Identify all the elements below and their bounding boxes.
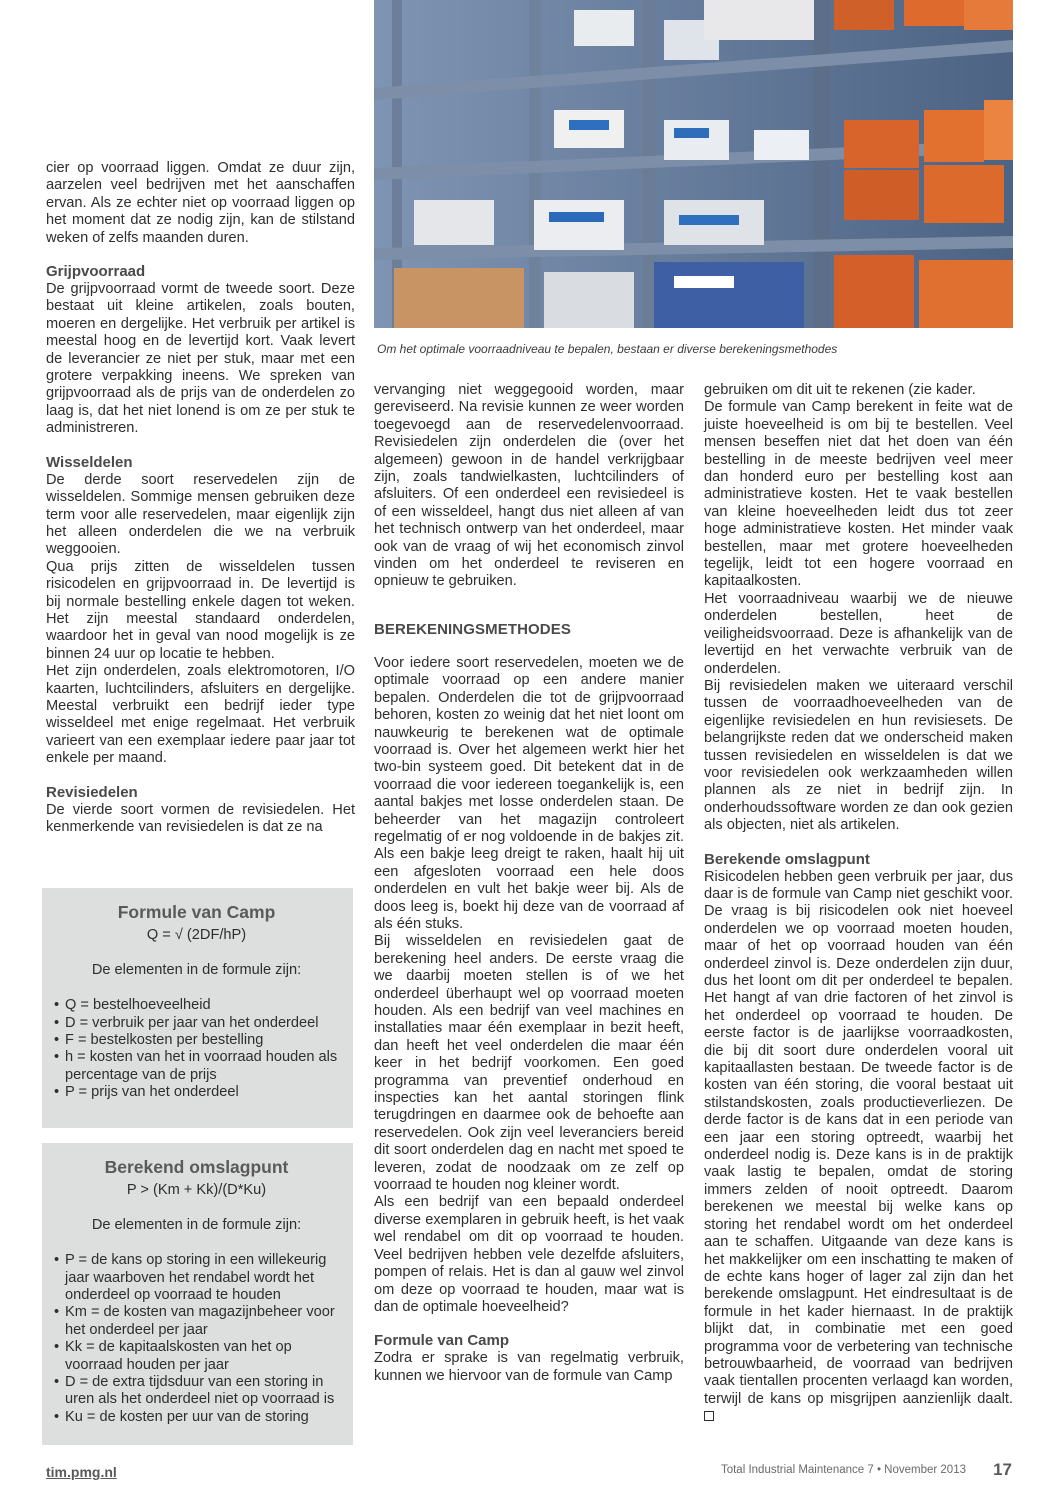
list-item: • h = kosten van het in voorraad houden als percentage van de prijs: [54, 1049, 339, 1084]
element-list: [54, 997, 339, 1101]
paragraph: Bij wisseldelen en revisiedelen gaat de berekening heel anders. De eerste vraag die we daarbij moeten stellen is of we het onderdeel überhaupt wel op voorraad moeten houden. Als een bedrijf van veel machines en installaties maar één exemplaar in bezit heeft, dan heeft het veel onderdelen die maar één keer in het bedrijf voorkomen. Een goed programma van preventief onderhoud en inspecties kan het aantal storingen flink terugdringen en daarmee ook de behoefte aan reservedelen. Ook zijn veel leveranciers bereid dit soort onderdelen dag en nacht met spoed te leveren, zodat de noodzaak om ze zelf op voorraad te houden nog kleiner wordt.: [374, 933, 684, 1194]
list-item: • Kk = de kapitaalskosten van het op voorraad houden per jaar: [54, 1339, 339, 1374]
spacer: [704, 835, 1013, 851]
spacer: [46, 438, 355, 454]
list-item: • Ku = de kosten per uur van de storing: [54, 1409, 339, 1426]
list-item: • D = de extra tijdsduur van een storing in uren als het onderdeel niet op voorraad is: [54, 1374, 339, 1409]
paragraph-final: [704, 869, 1013, 1426]
list-item: • Q = bestelhoeveelheid: [54, 997, 339, 1014]
spacer: [374, 639, 684, 655]
column-middle: [374, 382, 684, 1385]
column-right: [704, 382, 1013, 1426]
warehouse-shelves-photo: [374, 0, 1013, 328]
list-item: • P = de kans op storing in een willekeurig jaar waarboven het rendabel wordt het onderdeel op voorraad te houden: [54, 1252, 339, 1304]
subheading-berekende-omslagpunt: Berekende omslagpunt: [704, 850, 870, 868]
subheading-revisiedelen: Revisiedelen: [46, 783, 138, 801]
box-intro: De elementen in de formule zijn:: [91, 961, 302, 978]
box-title: Berekend omslagpunt: [104, 1157, 289, 1177]
paragraph: De grijpvoorraad vormt de tweede soort. Deze bestaat uit kleine artikelen, zoals bouten, moeren en dergelijke. Het verbruik per artikel is meestal hoog en de levertijd kort. Vaak levert de leverancier ze niet per stuk, maar met een grotere verpakking ineens. We spreken van grijpvoorraad als de prijs van de onderdelen zo laag is, dat het niet lonend is om ze per stuk te administreren.: [46, 281, 355, 437]
element-list: [54, 1252, 339, 1426]
spacer: [374, 1316, 684, 1332]
column-left: [46, 160, 355, 836]
box-intro: De elementen in de formule zijn:: [91, 1216, 302, 1233]
paragraph-text: Risicodelen hebben geen verbruik per jaar, dus daar is de formule van Camp niet geschikt voor. De vraag is bij risicodelen ook niet hoeveel onderdelen we op voorraad moeten houden, maar of het op voorraad houden van één onderdeel zinvol is. Deze onderdelen zijn duur, dus het loont om dit per onderdeel te bepalen. Het hangt af van drie factoren of het zinvol is het onderdeel op voorraad te houden. De eerste factor is de jaarlijkse voorraadkosten, die bij dit soort dure onderdelen vooral uit kapitaallasten bestaan. De tweede factor is de kosten van één storing, die vooral bestaat uit stilstandskosten, zoals productieverliezen. De derde factor is de kans dat in een periode van een jaar een storing optreedt, waarbij het onderdeel nodig is. Deze kans is in de praktijk vaak lastig te bepalen, omdat de storing immers zelden of nooit optreedt. Daarom berekenen we meestal bij welke kans op storing het rendabel wordt om het onderdeel aan te schaffen. Uitgaande van deze kans is het makkelijker om een inschatting te maken of de echte kans hoger of lager zal zijn dan het berekende omslagpunt. Het eindresultaat is de formule in het kader hiernaast. In de praktijk blijkt dat, in combinatie met een goed programma voor de verbetering van technische betrouwbaarheid, de voorraad van bedrijven vaak tientallen procenten verlaagd kan worden, terwijl de kans op misgrijpen aanzienlijk daalt.: [704, 868, 1013, 1407]
spacer: [374, 591, 684, 621]
paragraph: Zodra er sprake is van regelmatig verbruik, kunnen we hiervoor van de formule van Camp: [374, 1350, 684, 1384]
subheading-grijpvoorraad: Grijpvoorraad: [46, 263, 146, 281]
formula: Q = √ (2DF/hP): [146, 927, 247, 944]
paragraph: Voor iedere soort reservedelen, moeten we de optimale voorraad op een andere manier bepalen. Onderdelen die tot de grijpvoorraad behoren, kosten zo weinig dat het niet loont om nauwkeurig te berekenen wat de optimale voorraad is. Over het algemeen werkt hier het two-bin systeem goed. Dit betekent dat in de voorraad die voor iedereen toegankelijk is, een aantal bakjes met losse onderdelen staan. De beheerder van het magazijn controleert regelmatig of er nog voldoende in de bakjes zit. Als een bakje leeg dreigt te raken, haalt hij uit een afgesloten voorraad een hele doos onderdelen en vult het bakje weer bij. Als de doos leeg is, boekt hij deze van de voorraad af als één stuks.: [374, 654, 684, 932]
list-item: • D = verbruik per jaar van het onderdeel: [54, 1015, 339, 1032]
paragraph: De derde soort reservedelen zijn de wisseldelen. Sommige mensen gebruiken deze term voor alle reservedelen, maar eigenlijk zijn het alleen onderdelen die we na verbruik weggooien.: [46, 471, 355, 558]
spacer: [46, 247, 355, 263]
subheading-wisseldelen: Wisseldelen: [46, 453, 133, 471]
paragraph: Het voorraadniveau waarbij we de nieuwe onderdelen bestellen, heet de veiligheidsvoorraad. Deze is afhankelijk van de levertijd en het verwachte verbruik van de onderdelen.: [704, 590, 1013, 677]
footer-publication: Total Industrial Maintenance 7 • November 2013: [720, 1464, 966, 1476]
warehouse-shelves-illustration: [374, 0, 1013, 328]
list-item: • P = prijs van het onderdeel: [54, 1084, 339, 1101]
formula: P > (Km + Kk)/(D*Ku): [126, 1182, 267, 1199]
footer-website-link[interactable]: tim.pmg.nl: [46, 1464, 117, 1480]
paragraph: De formule van Camp berekent in feite wat de juiste hoeveelheid is om bij te bestellen. Veel mensen beseffen niet dat het doen van één bestelling in de meeste bedrijven veel meer dan honderd euro per bestelling kost aan administratieve kosten. Het te vaak bestellen van kleine hoeveelheden leidt dus tot zeer hoge administratieve kosten. Het minder vaak bestellen, maar met grotere hoeveelheden tegelijk, leidt tot een hogere voorraad en kapitaalkosten.: [704, 399, 1013, 590]
end-of-article-square-icon: [704, 1411, 714, 1421]
paragraph: Als een bedrijf van een bepaald onderdeel diverse exemplaren in gebruik heeft, is het vaak wel rendabel om dit op voorraad te houden. Veel bedrijven hebben vele dezelfde afsluiters, pompen of relais. Het is dan al gauw wel zinvol om deze op voorraad te houden, maar wat is dan de optimale hoeveelheid?: [374, 1194, 684, 1315]
spacer: [46, 768, 355, 784]
paragraph: vervanging niet weggegooid worden, maar gereviseerd. Na revisie kunnen ze weer worden toegevoegd aan de reservedelenvoorraad. Revisiedelen zijn onderdelen die (over het algemeen) gewoon in de handel verkrijgbaar zijn, zoals tandwielkasten, luchtcilinders of afsluiters. Of een onderdeel een revisiedeel is of een wisseldeel, hangt dus niet alleen af van het technisch ontwerp van het onderdeel, maar ook van de vraag of wij het economisch zinvol vinden om het onderdeel te reviseren en opnieuw te gebruiken.: [374, 382, 684, 590]
paragraph: De vierde soort vormen de revisiedelen. Het kenmerkende van revisiedelen is dat ze na: [46, 801, 355, 835]
photo-caption: Om het optimale voorraadniveau te bepalen, bestaan er diverse berekeningsmethodes: [377, 342, 838, 356]
list-item: • Km = de kosten van magazijnbeheer voor het onderdeel per jaar: [54, 1304, 339, 1339]
section-heading-berekeningsmethodes: BEREKENINGSMETHODES: [374, 620, 571, 638]
paragraph: Bij revisiedelen maken we uiteraard verschil tussen de voorraadhoeveelheden van de eigenlijke revisiedelen en hun revisiesets. De belangrijkste reden dat we onderscheid maken tussen revisiedelen en wisseldelen is dat we voor revisiedelen ook werkzaamheden willen plannen als ze niet in bedrijf zijn. In onderhoudssoftware worden ze dan ook gezien als objecten, niet als artikelen.: [704, 677, 1013, 834]
sidebar-box-formule-camp: [42, 888, 353, 1128]
paragraph: cier op voorraad liggen. Omdat ze duur zijn, aarzelen veel bedrijven met het aanschaffen ervan. Als ze echter niet op voorraad liggen op het moment dat ze nodig zijn, kan de stilstand weken of zelfs maanden duren.: [46, 160, 355, 246]
paragraph: Het zijn onderdelen, zoals elektromotoren, I/O kaarten, luchtcilinders, afsluiters en dergelijke. Meestal verbruikt een bedrijf ieder type wisseldeel met enige regelmaat. Het verbruik varieert van een exemplaar iedere paar jaar tot enkele per maand.: [46, 663, 355, 767]
page-number: 17: [993, 1460, 1012, 1479]
subheading-formule-camp: Formule van Camp: [374, 1332, 510, 1350]
paragraph: gebruiken om dit uit te rekenen (zie kader.: [704, 382, 976, 398]
paragraph: Qua prijs zitten de wisseldelen tussen risicodelen en grijpvoorraad in. De levertijd is bij normale bestelling enkele dagen tot weken. Het zijn meestal standaard onderdelen, waardoor het in geval van nood mogelijk is ze binnen 24 uur op locatie te hebben.: [46, 558, 355, 662]
box-title: Formule van Camp: [117, 902, 276, 922]
sidebar-box-berekend-omslagpunt: [42, 1143, 353, 1445]
list-item: • F = bestelkosten per bestelling: [54, 1032, 339, 1049]
